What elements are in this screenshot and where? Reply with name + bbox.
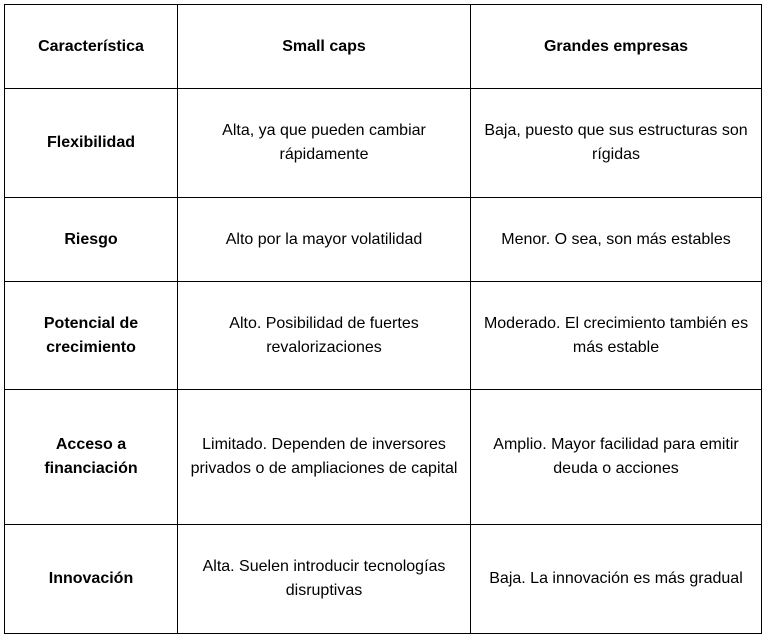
feature-cell: Riesgo xyxy=(5,198,178,282)
header-grandes-empresas: Grandes empresas xyxy=(471,5,762,89)
comparison-table xyxy=(4,4,762,634)
grandes-cell: Baja. La innovación es más gradual xyxy=(471,525,762,634)
feature-cell: Potencial de crecimiento xyxy=(5,282,178,390)
header-small-caps: Small caps xyxy=(178,5,471,89)
table-row xyxy=(5,390,762,525)
small-caps-cell: Alto. Posibilidad de fuertes revalorizaciones xyxy=(178,282,471,390)
small-caps-cell: Limitado. Dependen de inversores privados o de ampliaciones de capital xyxy=(178,390,471,525)
feature-cell: Flexibilidad xyxy=(5,89,178,198)
table-row xyxy=(5,89,762,198)
table-row xyxy=(5,282,762,390)
small-caps-cell: Alta. Suelen introducir tecnologías disruptivas xyxy=(178,525,471,634)
grandes-cell: Menor. O sea, son más estables xyxy=(471,198,762,282)
small-caps-cell: Alta, ya que pueden cambiar rápidamente xyxy=(178,89,471,198)
grandes-cell: Moderado. El crecimiento también es más estable xyxy=(471,282,762,390)
header-feature: Característica xyxy=(5,5,178,89)
grandes-cell: Baja, puesto que sus estructuras son rígidas xyxy=(471,89,762,198)
feature-cell: Innovación xyxy=(5,525,178,634)
small-caps-cell: Alto por la mayor volatilidad xyxy=(178,198,471,282)
table-row xyxy=(5,198,762,282)
table-row xyxy=(5,525,762,634)
grandes-cell: Amplio. Mayor facilidad para emitir deuda o acciones xyxy=(471,390,762,525)
header-row xyxy=(5,5,762,89)
feature-cell: Acceso a financiación xyxy=(5,390,178,525)
